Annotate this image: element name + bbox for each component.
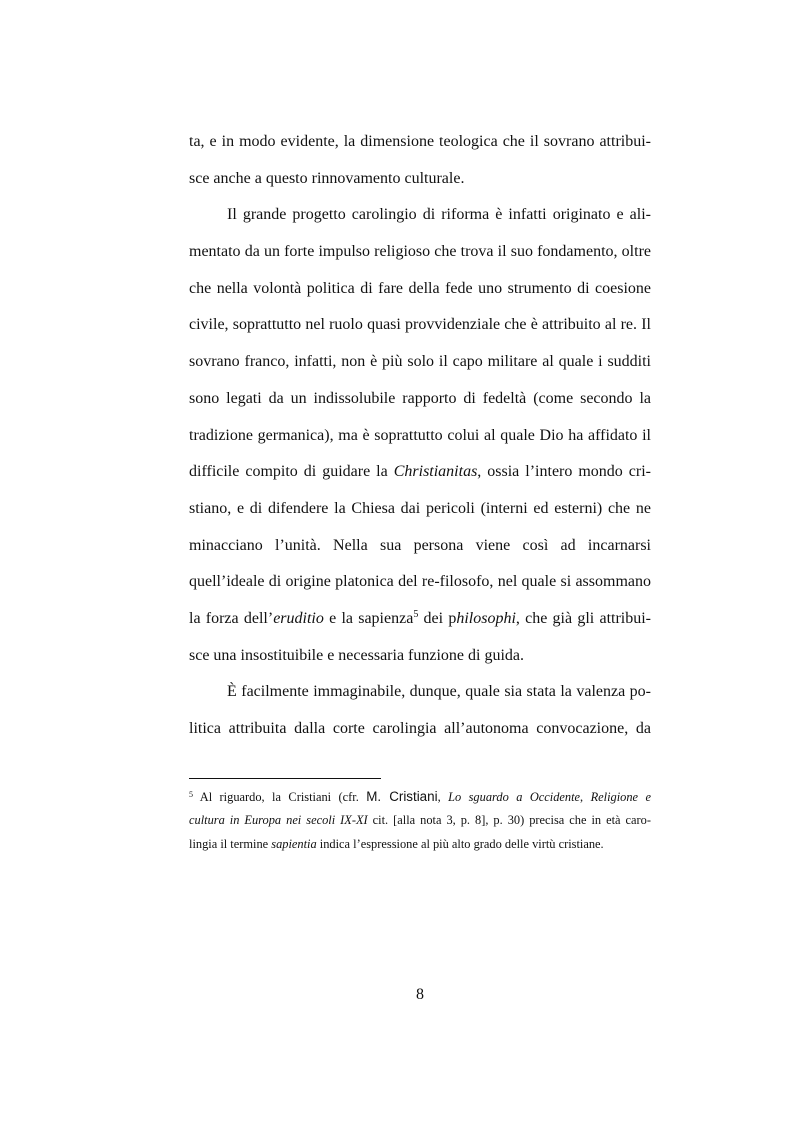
text-line: È facilmente immaginabile, dunque, quale sia stata la valenza po- <box>227 683 651 701</box>
term-philosophi: hilosophi <box>456 609 516 627</box>
text-line: stiano, e di difendere la Chiesa dai pericoli (interni ed esterni) che ne <box>189 499 651 517</box>
text-run: la forza dell’ <box>189 609 274 627</box>
text-line: ta, e in modo evidente, la dimensione teologica che il sovrano attribui- <box>189 133 651 150</box>
text-run: , che già gli attribui- <box>515 609 652 627</box>
text-run: cit. [alla nota 3, p. 8], p. 30) precisa che in età caro- <box>367 813 651 828</box>
text-line: sovrano franco, infatti, non è più solo il capo militare al quale i sudditi <box>189 353 651 371</box>
text-line: sono legati da un indissolubile rapporto di fedeltà (come secondo la <box>189 389 651 407</box>
text-line: litica attribuita dalla corte carolingia all’autonoma convocazione, da <box>189 720 651 737</box>
text-line: tradizione germanica), ma è soprattutto colui al quale Dio ha affidato il <box>189 426 651 444</box>
main-text <box>189 128 651 752</box>
text-line: Il grande progetto carolingio di riforma è infatti originato e ali- <box>227 206 651 224</box>
text-line: minacciano l’unità. Nella sua persona viene così ad incarnarsi <box>189 536 651 554</box>
text-line: sce anche a questo rinnovamento culturale. <box>189 169 465 187</box>
text-run: difficile compito di guidare la <box>189 463 394 481</box>
footnote <box>189 787 651 857</box>
footnote-marker: 5 <box>189 790 193 799</box>
term-christianitas: Christianitas <box>393 463 478 481</box>
text-line: mentato da un forte impulso religioso che trova il suo fondamento, oltre <box>189 243 651 261</box>
footnote-title: cultura in Europa nei secoli IX-XI <box>189 813 368 828</box>
text-line <box>189 605 651 642</box>
text-run: lingia il termine <box>189 836 272 851</box>
text-run: indica l’espressione al più alto grado delle virtù cristiane. <box>316 836 604 851</box>
text-run: dei p <box>418 609 457 627</box>
page-number: 8 <box>416 986 424 1003</box>
footnote-title: Religione e <box>590 790 651 804</box>
text-run: Al riguardo, la Cristiani (cfr. <box>193 790 367 804</box>
footnote-line <box>189 787 651 810</box>
footnote-line <box>189 834 651 857</box>
text-run: e la sapienza <box>323 609 414 627</box>
term-eruditio: eruditio <box>273 609 324 627</box>
text-run: , <box>437 790 449 804</box>
text-run: , ossia l’intero mondo cri- <box>477 463 651 481</box>
text-line: che nella volontà politica di fare della fede uno strumento di coesione <box>189 279 651 297</box>
footnote-reference: 5 <box>413 608 419 620</box>
footnote-author: M. Cristiani <box>366 789 438 804</box>
text-line: sce una insostituibile e necessaria funzione di guida. <box>189 646 525 664</box>
footnote-line <box>189 810 651 833</box>
footnote-title: Lo sguardo a Occidente <box>448 790 581 804</box>
text-run: , <box>580 790 591 804</box>
text-line <box>189 458 651 495</box>
text-line: quell’ideale di origine platonica del re-filosofo, nel quale si assommano <box>189 573 651 591</box>
footnote-divider <box>189 778 381 779</box>
text-line: civile, soprattutto nel ruolo quasi provvidenziale che è attribuito al re. Il <box>189 316 651 334</box>
term-sapientia: sapientia <box>271 836 317 851</box>
